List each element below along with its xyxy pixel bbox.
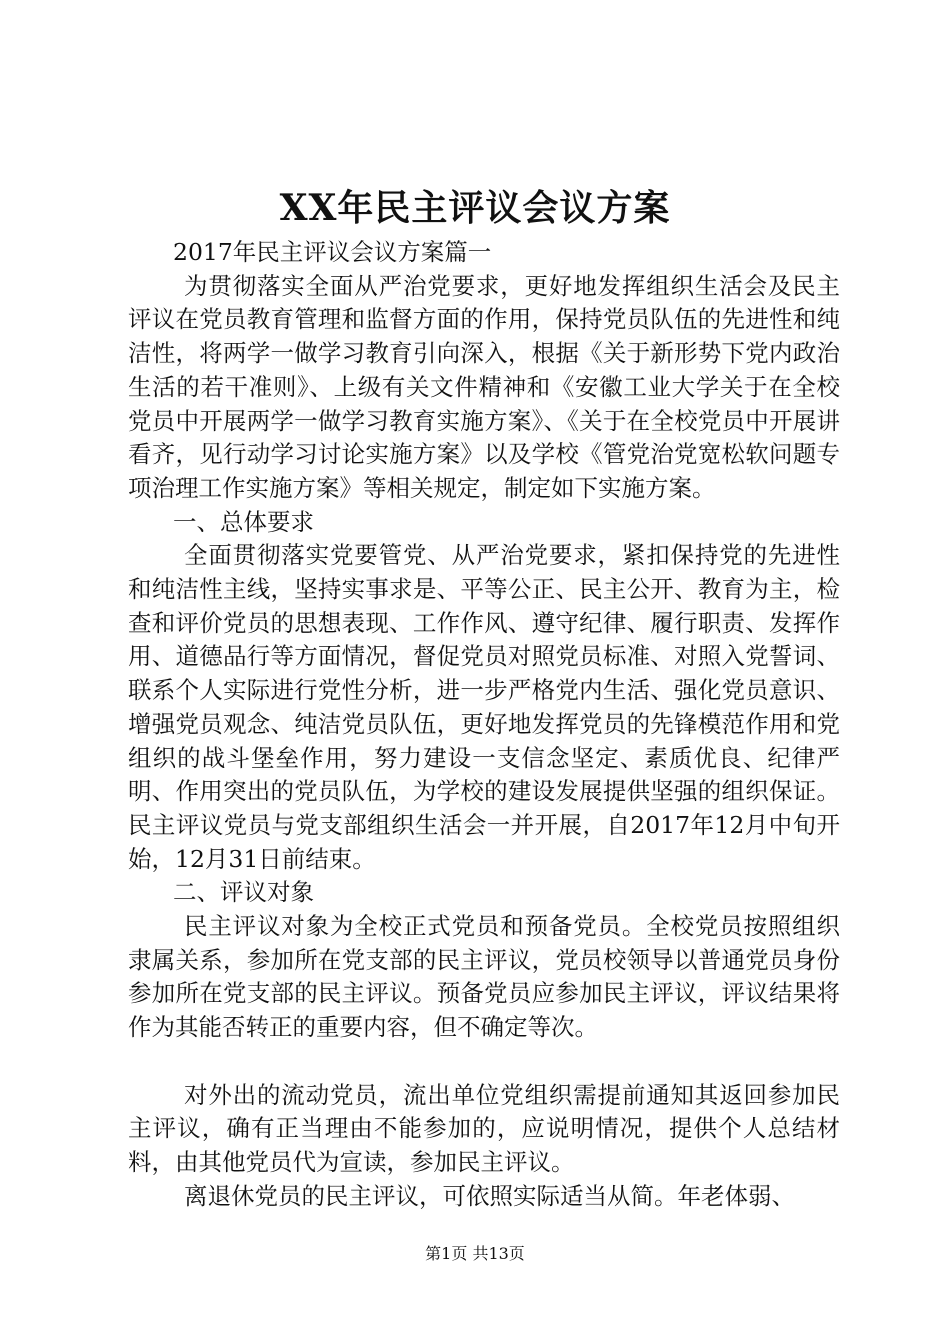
retired-members-paragraph: 离退休党员的民主评议，可依照实际适当从简。年老体弱、 xyxy=(184,1181,795,1210)
mobile-members-paragraph: 对外出的流动党员，流出单位党组织需提前通知其返回参加民主评议，确有正当理由不能参加的，应说明情况，提供个人总结材料，由其他党员代为宣读，参加民主评议。 xyxy=(128,1080,840,1176)
general-requirements-paragraph: 全面贯彻落实党要管党、从严治党要求，紧扣保持党的先进性和纯洁性主线，坚持实事求是、平等公正、民主公开、教育为主，检查和评价党员的思想表现、工作作风、遵守纪律、履行职责、发挥作用、道德品行等方面情况，督促党员对照党员标准、对照入党誓词、联系个人实际进行党性分析，进一步严格党内生活、强化党员意识、增强党员观念、纯洁党员队伍，更好地发挥党员的先锋模范作用和党组织的战斗堡垒作用，努力建设一支信念坚定、素质优良、纪律严明、作用突出的党员队伍，为学校的建设发展提供坚强的组织保证。民主评议党员与党支部组织生活会一并开展，自2017年12月中旬开始，12月31日前结束。 xyxy=(128,541,840,873)
evaluation-targets-paragraph: 民主评议对象为全校正式党员和预备党员。全校党员按照组织隶属关系，参加所在党支部的民主评议，党员校领导以普通党员身份参加所在党支部的民主评议。预备党员应参加民主评议，评议结果将作为其能否转正的重要内容，但不确定等次。 xyxy=(128,912,840,1042)
document-title: XX年民主评议会议方案 xyxy=(279,187,671,229)
section-heading-general-requirements: 一、总体要求 xyxy=(173,507,314,536)
page-number-footer: 第1页 共13页 xyxy=(425,1244,525,1263)
section-subtitle: 2017年民主评议会议方案篇一 xyxy=(173,238,492,266)
document-body xyxy=(128,236,840,1213)
section-heading-evaluation-targets: 二、评议对象 xyxy=(173,878,314,907)
intro-paragraph: 为贯彻落实全面从严治党要求，更好地发挥组织生活会及民主评议在党员教育管理和监督方面的作用，保持党员队伍的先进性和纯洁性，将两学一做学习教育引向深入，根据《关于新形势下党内政治生活的若干准则》、上级有关文件精神和《安徽工业大学关于在全校党员中开展两学一做学习教育实施方案》、《关于在全校党员中开展讲看齐，见行动学习讨论实施方案》以及学校《管党治党宽松软问题专项治理工作实施方案》等相关规定，制定如下实施方案。 xyxy=(128,271,840,502)
